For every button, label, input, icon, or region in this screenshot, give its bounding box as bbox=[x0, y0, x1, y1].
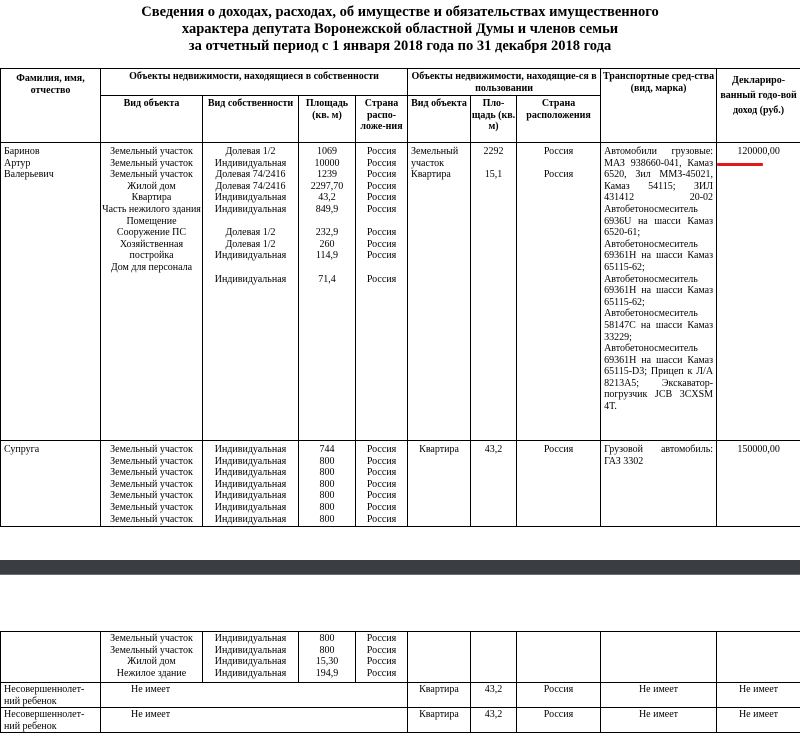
table-row bbox=[1, 632, 800, 683]
owned-ownership: Индивидуальная Индивидуальная Индивидуальная Индивидуальная bbox=[203, 632, 299, 683]
used-area: 43,2 bbox=[471, 708, 517, 733]
owned-types: Земельный участок Земельный участок Земельный участок Жилой дом Квартира Часть нежилого здания Помещение Сооружение ПС Хозяйственная постройка Дом для персонала bbox=[101, 143, 203, 441]
owned-types: Земельный участок Земельный участок Земельный участок Земельный участок Земельный участок Земельный участок Земельный участок bbox=[101, 441, 203, 527]
page-divider bbox=[0, 560, 800, 574]
person-name: Баринов Артур Валерьевич bbox=[1, 143, 101, 441]
table-row bbox=[1, 441, 800, 527]
used-type: Квартира bbox=[408, 708, 471, 733]
owned-none: Не имеет bbox=[101, 708, 408, 733]
owned-countries: Россия Россия Россия Россия Россия Россия Россия Россия Россия Россия bbox=[356, 143, 408, 441]
transport-none: Не имеет bbox=[601, 683, 717, 708]
declaration-table bbox=[0, 68, 800, 527]
person-name: Несовершеннолет-ний ребенок bbox=[1, 683, 101, 708]
header-income: Деклариро-ванный годо-вой доход (руб.) bbox=[717, 69, 800, 143]
person-name: Несовершеннолет-ний ребенок bbox=[1, 708, 101, 733]
header-owned-type: Вид объекта bbox=[101, 96, 203, 143]
used-country: Россия bbox=[517, 683, 601, 708]
used-country: Россия bbox=[517, 708, 601, 733]
income-none: Не имеет bbox=[717, 683, 800, 708]
header-used-area: Пло-щадь (кв. м) bbox=[471, 96, 517, 143]
owned-ownership: Долевая 1/2 Индивидуальная Долевая 74/2416 Долевая 74/2416 Индивидуальная Индивидуальная Долевая 1/2 Долевая 1/2 Индивидуальная Индивидуальная bbox=[203, 143, 299, 441]
used-country: Россия bbox=[517, 441, 601, 527]
declaration-table-continued bbox=[0, 631, 800, 733]
table-row bbox=[1, 683, 800, 708]
title-line-2: характера депутата Воронежской областной Думы и членов семьи bbox=[0, 21, 800, 38]
header-owned-ownership: Вид собственности bbox=[203, 96, 299, 143]
declared-income: 120000,00 bbox=[717, 143, 800, 441]
used-area: 43,2 bbox=[471, 441, 517, 527]
used-types: Земельный участок Квартира bbox=[408, 143, 471, 441]
used-areas: 2292 15,1 bbox=[471, 143, 517, 441]
title-line-3: за отчетный период с 1 января 2018 года по 31 декабря 2018 года bbox=[0, 38, 800, 55]
header-transport: Транспортные сред-ства (вид, марка) bbox=[601, 69, 717, 143]
document-title bbox=[0, 4, 800, 55]
table-row bbox=[1, 708, 800, 733]
used-countries: Россия Россия bbox=[517, 143, 601, 441]
owned-types: Земельный участок Земельный участок Жилой дом Нежилое здание bbox=[101, 632, 203, 683]
table-row bbox=[1, 143, 800, 441]
header-owned: Объекты недвижимости, находящиеся в собственности bbox=[101, 69, 408, 96]
person-name: Супруга bbox=[1, 441, 101, 527]
header-used-country: Страна расположения bbox=[517, 96, 601, 143]
header-used-type: Вид объекта bbox=[408, 96, 471, 143]
header-owned-country: Страна распо-ложе-ния bbox=[356, 96, 408, 143]
owned-areas: 800 800 15,30 194,9 bbox=[299, 632, 356, 683]
owned-countries: Россия Россия Россия Россия Россия Россия Россия bbox=[356, 441, 408, 527]
header-name: Фамилия, имя, отчество bbox=[1, 69, 101, 143]
owned-areas: 744 800 800 800 800 800 800 bbox=[299, 441, 356, 527]
declared-income: 150000,00 bbox=[717, 441, 800, 527]
transport-list: Автомобили грузовые: МАЗ 938660-041, Камаз 6520, Зил ММЗ-45021, Камаз 54115; ЗИЛ 431412 20-02 Автобетоносмеситель 6936U на шасси Камаз 6520-61; Автобетоносмеситель 69361Н на шасси Камаз 65115-62; Автобетоносмеситель 69361Н на шасси Камаз 65115-62; Автобетоносмеситель 58147С на шасси Камаз 33229; Автобетоносмеситель 69361Н на шасси Камаз 65115-D3; Прицеп к Л/А 8213А5; Экскаватор-погрузчик JCB 3CXSM 4T. bbox=[601, 143, 717, 441]
owned-countries: Россия Россия Россия Россия bbox=[356, 632, 408, 683]
used-type: Квартира bbox=[408, 441, 471, 527]
red-underline bbox=[717, 163, 763, 166]
owned-areas: 1069 10000 1239 2297,70 43,2 849,9 232,9 260 114,9 71,4 bbox=[299, 143, 356, 441]
header-owned-area: Площадь (кв. м) bbox=[299, 96, 356, 143]
owned-none: Не имеет bbox=[101, 683, 408, 708]
owned-ownership: Индивидуальная Индивидуальная Индивидуальная Индивидуальная Индивидуальная Индивидуальная Индивидуальная bbox=[203, 441, 299, 527]
used-type: Квартира bbox=[408, 683, 471, 708]
title-line-1: Сведения о доходах, расходах, об имуществе и обязательствах имущественного bbox=[0, 4, 800, 21]
income-none: Не имеет bbox=[717, 708, 800, 733]
used-area: 43,2 bbox=[471, 683, 517, 708]
empty-cell bbox=[1, 632, 101, 683]
page-divider-edge bbox=[0, 574, 800, 575]
header-used: Объекты недвижимости, находящие-ся в пользовании bbox=[408, 69, 601, 96]
transport-none: Не имеет bbox=[601, 708, 717, 733]
transport-list: Грузовой автомобиль: ГАЗ 3302 bbox=[601, 441, 717, 527]
